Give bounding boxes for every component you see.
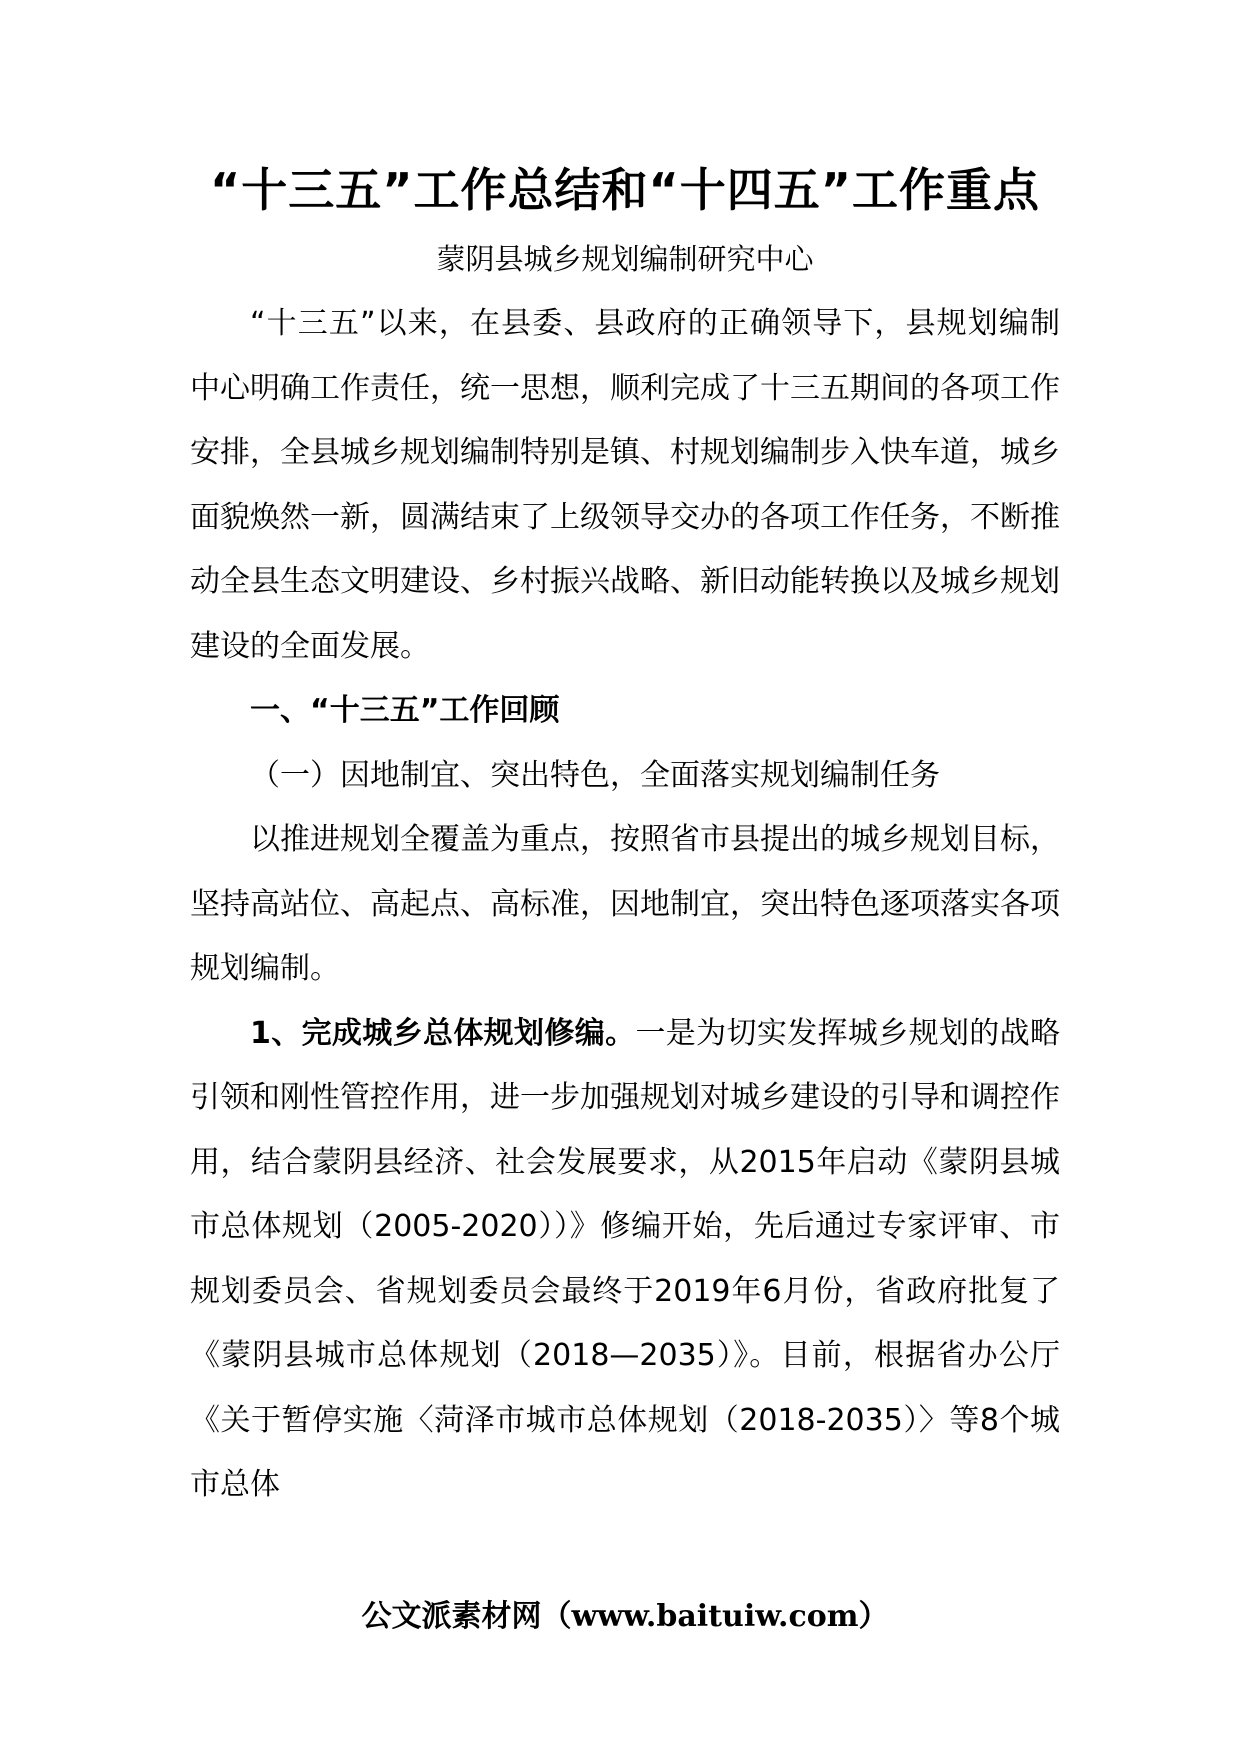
document-subtitle: 蒙阴县城乡规划编制研究中心 — [436, 242, 814, 276]
document-body — [190, 292, 1060, 1518]
document-title: “十三五”工作总结和“十四五”工作重点 — [210, 163, 1040, 217]
footer-watermark-text: 公文派素材网（www.baituiw.com） — [361, 1599, 889, 1634]
item-paragraph-1 — [190, 1002, 1060, 1518]
item-text-1: 一是为切实发挥城乡规划的战略引领和刚性管控作用，进一步加强规划对城乡建设的引导和调控作用，结合蒙阴县经济、社会发展要求，从2015年启动《蒙阴县城市总体规划（2005-2020））》修编开始，先后通过专家评审、市规划委员会、省规划委员会最终于2019年6月份，省政府批复了《蒙阴县城市总体规划（2018—2035）》。目前，根据省办公厅《关于暂停实施〈菏泽市城市总体规划（2018-2035）〉等8个城市总体 — [190, 1015, 1060, 1502]
item-heading-1: 1、完成城乡总体规划修编。 — [250, 1015, 636, 1051]
intro-paragraph: “十三五”以来，在县委、县政府的正确领导下，县规划编制中心明确工作责任，统一思想，顺利完成了十三五期间的各项工作安排，全县城乡规划编制特别是镇、村规划编制步入快车道，城乡面貌焕然一新，圆满结束了上级领导交办的各项工作任务，不断推动全县生态文明建设、乡村振兴战略、新旧动能转换以及城乡规划建设的全面发展。 — [190, 306, 1060, 664]
subsection-heading-1: （一）因地制宜、突出特色，全面落实规划编制任务 — [250, 757, 940, 793]
section-heading-review: 一、“十三五”工作回顾 — [250, 693, 560, 728]
subsection-paragraph: 以推进规划全覆盖为重点，按照省市县提出的城乡规划目标，坚持高站位、高起点、高标准，因地制宜，突出特色逐项落实各项规划编制。 — [190, 822, 1060, 986]
